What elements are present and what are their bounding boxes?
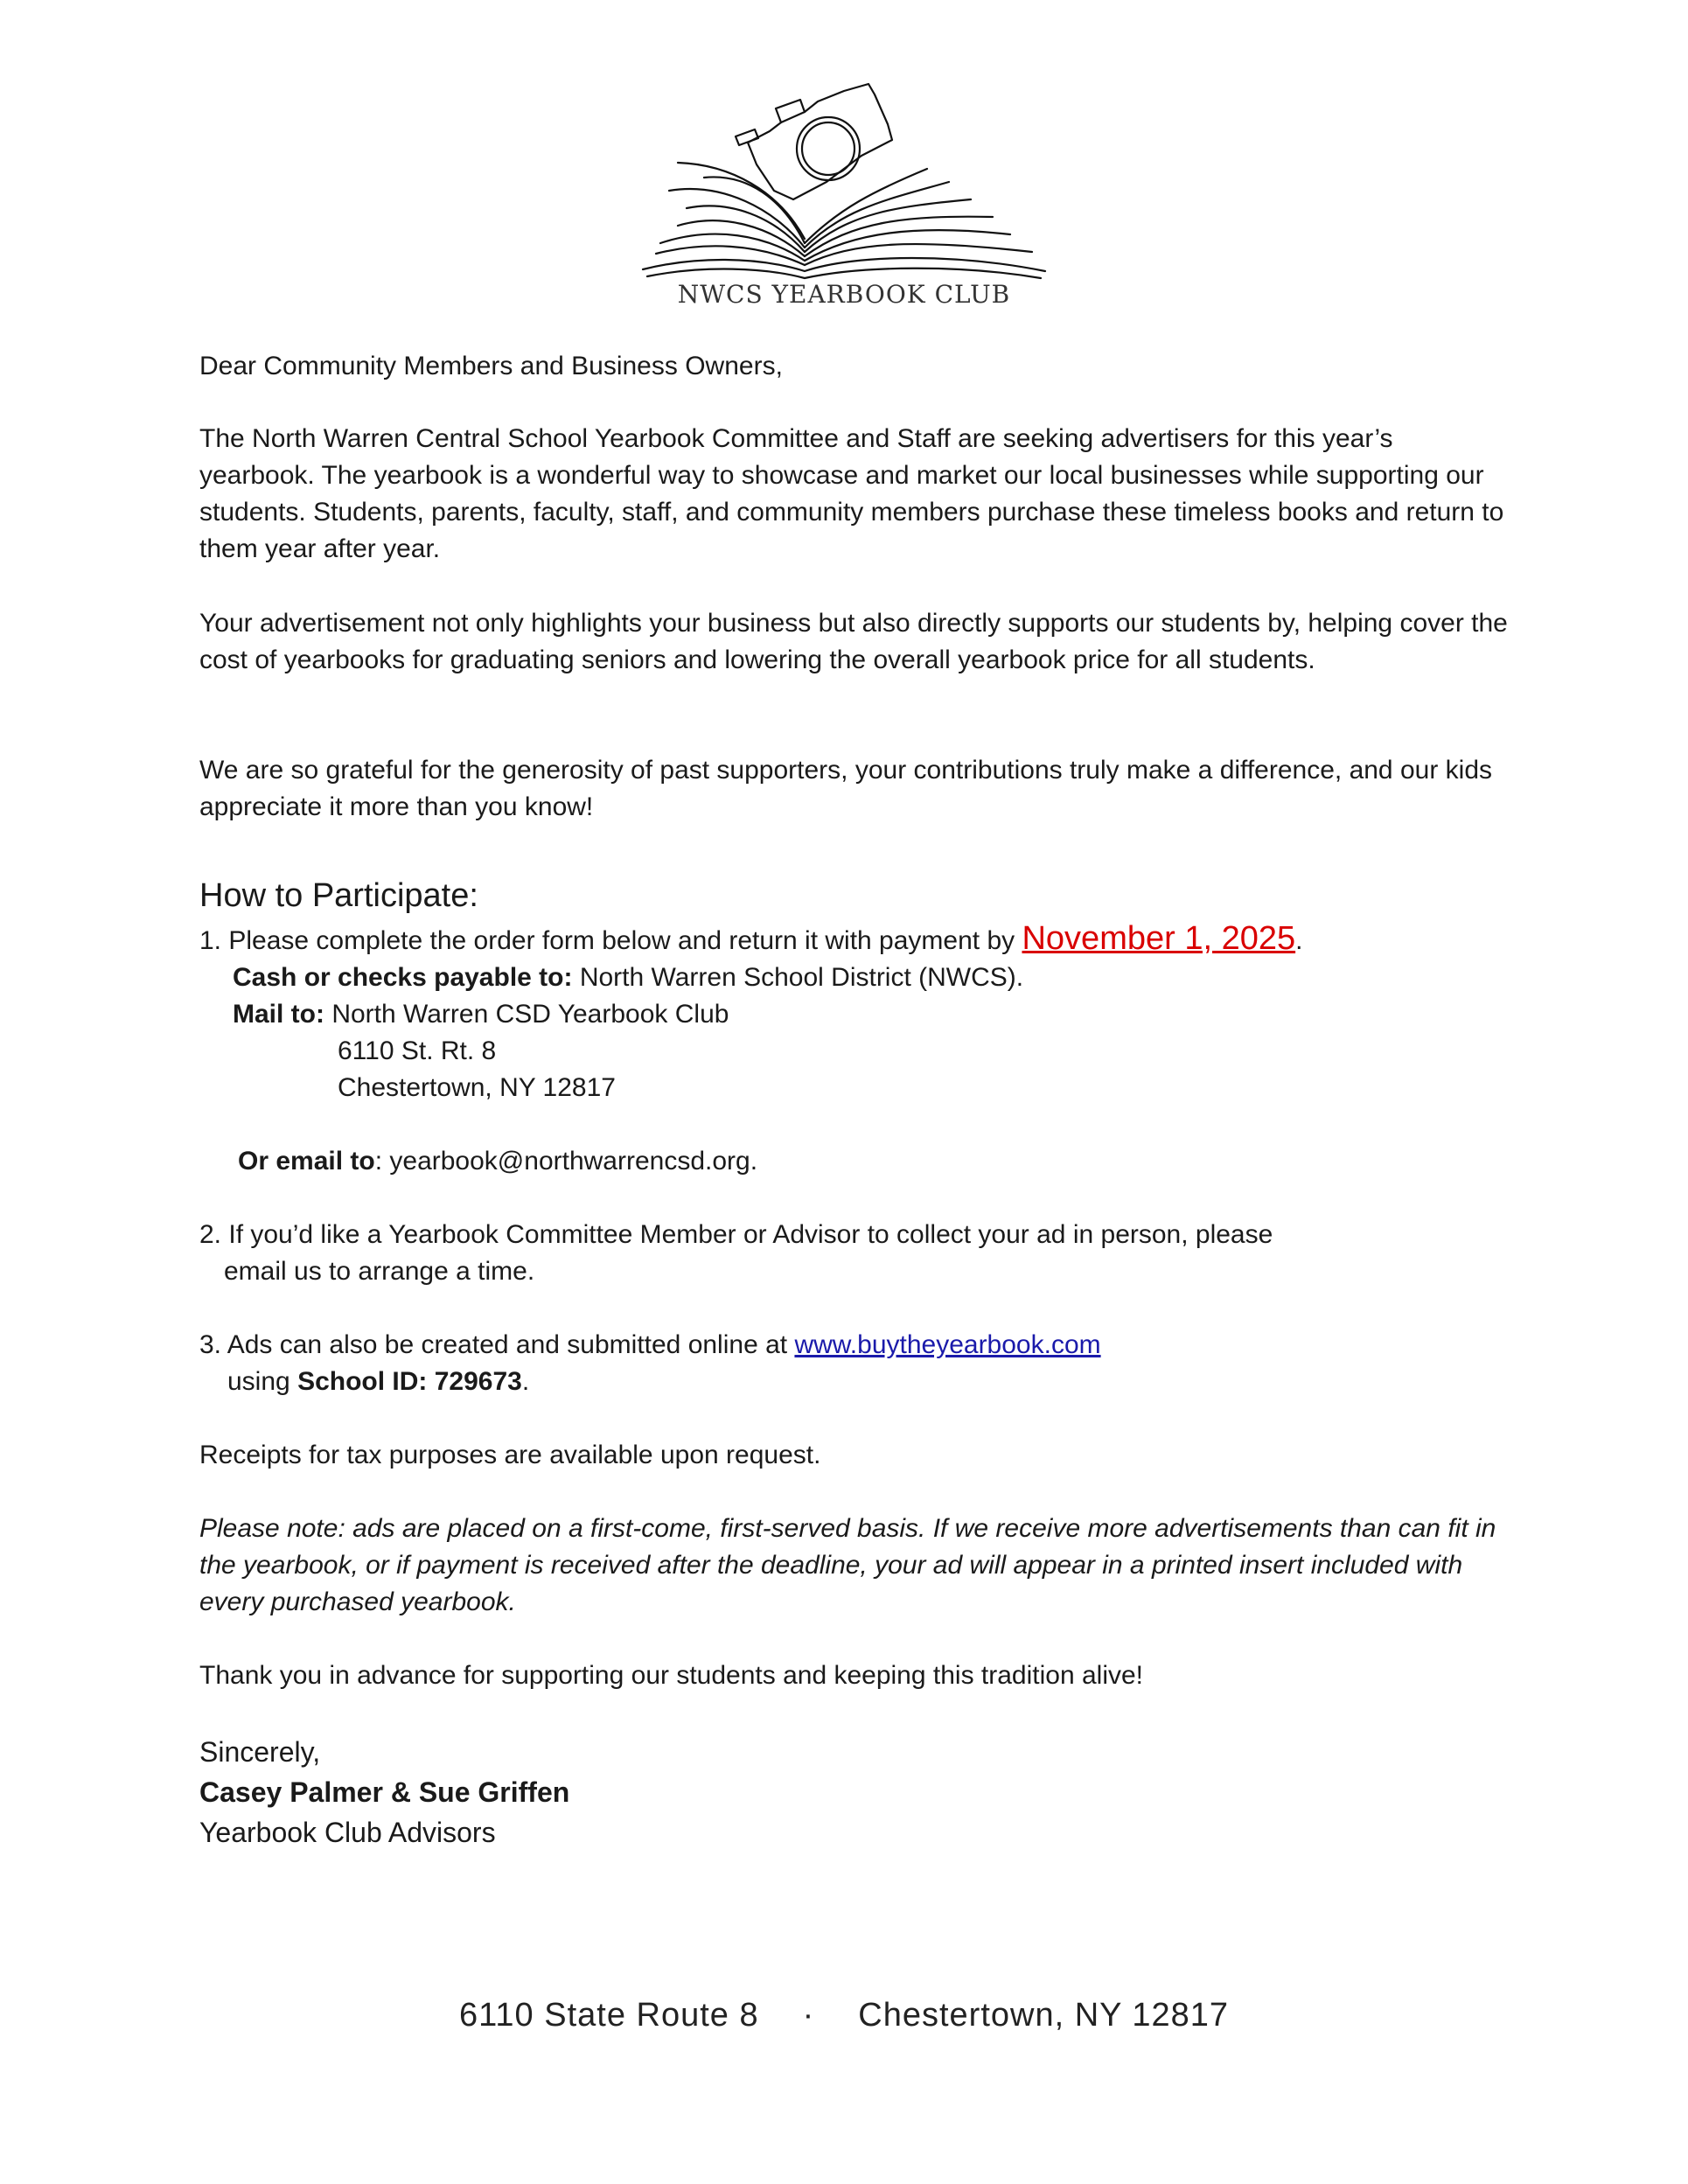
- receipts-note: Receipts for tax purposes are available upon request.: [199, 1441, 821, 1469]
- thank-you: Thank you in advance for supporting our students and keeping this tradition alive!: [199, 1661, 1144, 1690]
- paragraph-gratitude: We are so grateful for the generosity of past supporters, your contributions truly make a difference, and our kids appreciate it more than you know!: [199, 756, 1492, 821]
- participate-heading: How to Participate:: [199, 877, 478, 914]
- paragraph-support: Your advertisement not only highlights your business but also directly supports our students by, helping cover the cost of yearbooks for graduating seniors and lowering the overall yearbook price for all students.: [199, 609, 1508, 674]
- step-3-text: 3. Ads can also be created and submitted online at: [199, 1330, 795, 1359]
- email-value[interactable]: : yearbook@northwarrencsd.org.: [374, 1147, 758, 1176]
- cash-value: North Warren School District (NWCS).: [572, 963, 1024, 992]
- footer-city: Chestertown, NY 12817: [858, 1997, 1230, 2034]
- mail-line-3: Chestertown, NY 12817: [338, 1073, 616, 1102]
- step-3-line-2: [199, 1364, 1511, 1400]
- paragraph-intro: The North Warren Central School Yearbook Committee and Staff are seeking advertisers for this year’s yearbook. The yearbook is a wonderful way to showcase and market our local businesses while supporting our students. Students, parents, faculty, staff, and community members purchase these timeless books and return to them year after year.: [199, 424, 1504, 563]
- mail-line: [199, 996, 1511, 1033]
- mail-label: Mail to:: [233, 1000, 324, 1029]
- footer-separator: ·: [802, 1997, 815, 2034]
- step-2-line-1: 2. If you’d like a Yearbook Committee Member or Advisor to collect your ad in person, please: [199, 1220, 1273, 1249]
- salutation: Dear Community Members and Business Owners,: [199, 352, 783, 380]
- placement-note: Please note: ads are placed on a first-come, first-served basis. If we receive more advertisements than can fit in the yearbook, or if payment is received after the deadline, your ad will appear in a printed insert included with every purchased yearbook.: [199, 1514, 1496, 1616]
- school-id: School ID: 729673: [297, 1367, 522, 1396]
- closing: [199, 1732, 1511, 1853]
- mail-line-2: 6110 St. Rt. 8: [338, 1036, 497, 1065]
- closing-sincerely: Sincerely,: [199, 1736, 321, 1768]
- payment-line: [199, 959, 1511, 996]
- footer-street: 6110 State Route 8: [458, 1997, 759, 2034]
- yearbook-club-logo: [625, 68, 1063, 322]
- step-1-text: 1. Please complete the order form below and return it with payment by: [199, 926, 1022, 955]
- footer-address: [0, 1997, 1688, 2034]
- advisor-title: Yearbook Club Advisors: [199, 1817, 496, 1848]
- step-2-line-2: email us to arrange a time.: [224, 1257, 535, 1286]
- step-1-suffix: .: [1295, 926, 1303, 955]
- deadline-date: November 1, 2025: [1022, 920, 1296, 957]
- email-line: [199, 1143, 1511, 1180]
- step-3-suffix: .: [521, 1367, 530, 1396]
- buytheyearbook-link[interactable]: www.buytheyearbook.com: [794, 1330, 1101, 1359]
- participate-steps: [199, 920, 1511, 1400]
- logo-text: NWCS YEARBOOK CLUB: [677, 280, 1011, 309]
- step-1: [199, 920, 1511, 959]
- mail-line-1: North Warren CSD Yearbook Club: [324, 1000, 729, 1029]
- email-label: Or email to: [238, 1147, 375, 1176]
- step-3-using: using: [227, 1367, 298, 1396]
- advisor-names: Casey Palmer & Sue Griffen: [199, 1776, 570, 1808]
- cash-label: Cash or checks payable to:: [233, 963, 573, 992]
- step-3-line-1: [199, 1327, 1511, 1364]
